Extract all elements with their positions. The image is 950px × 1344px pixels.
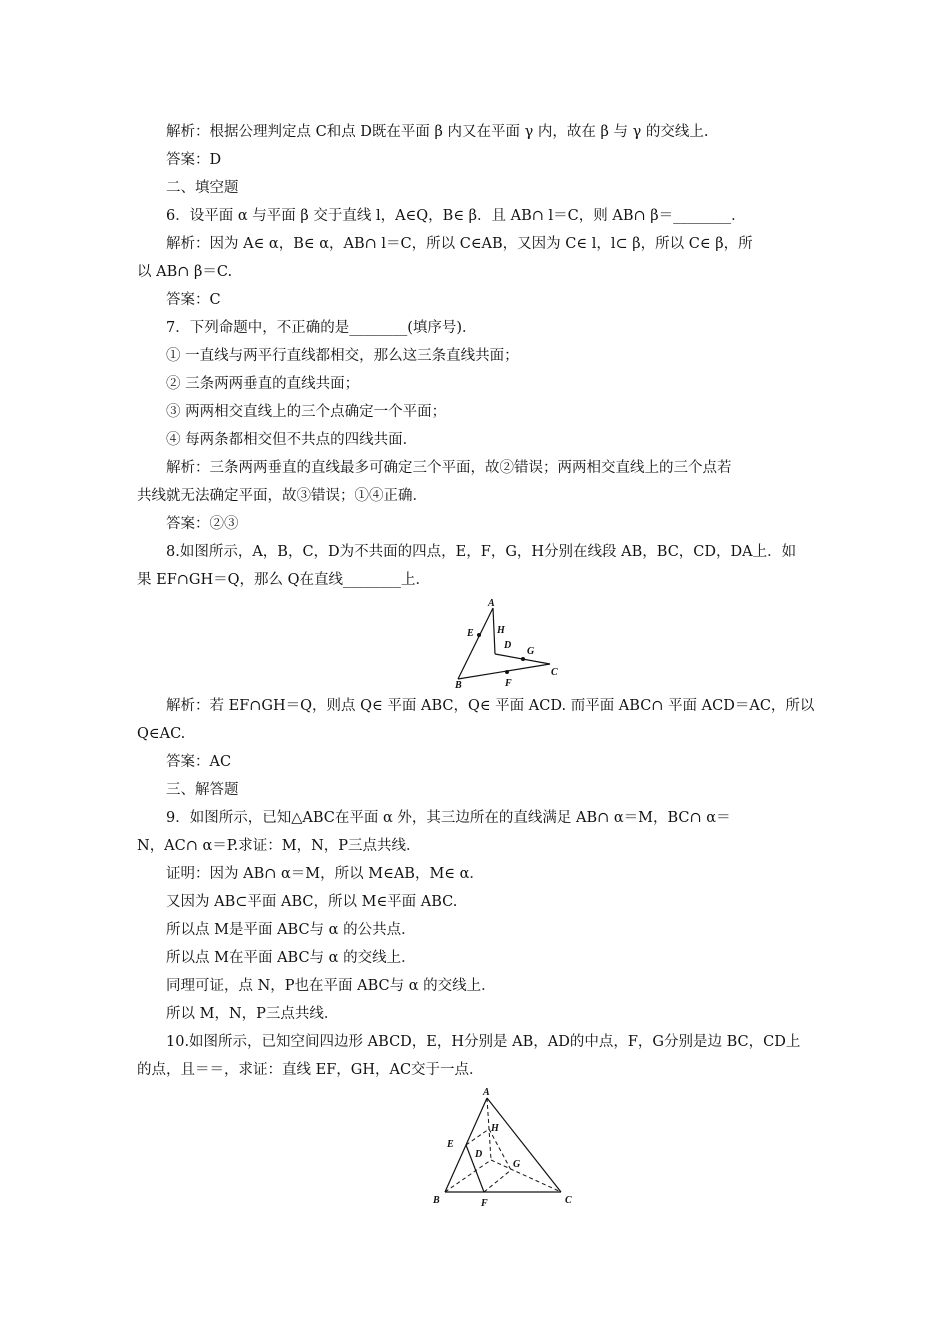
proof-9-line1: 证明：因为 AB∩ α＝M，所以 M∈AB，M∈ α． <box>166 866 484 882</box>
edge-AD <box>493 608 495 654</box>
label-B: B <box>455 680 462 688</box>
option-1: ① 一直线与两平行直线都相交，那么这三条直线共面； <box>166 348 519 364</box>
answer-8: 答案：AC <box>166 754 232 770</box>
option-2: ② 三条两两垂直的直线共面； <box>166 376 360 392</box>
option-3: ③ 两两相交直线上的三个点确定一个平面； <box>166 404 447 420</box>
question-10-line1: 10.如图所示，已知空间四边形 ABCD，E，H分别是 AB，AD的中点，F，G分别是边 BC，CD上 <box>166 1034 801 1050</box>
proof-9-line4: 所以点 M在平面 ABC与 α 的交线上． <box>166 950 416 966</box>
label-A: A <box>488 598 495 609</box>
label-D: D <box>475 1149 483 1160</box>
label-C: C <box>565 1195 572 1206</box>
edge-AB <box>458 608 493 679</box>
label-G: G <box>527 646 535 657</box>
figure-q10-tetrahedron <box>425 1086 580 1210</box>
proof-9-line3: 所以点 M是平面 ABC与 α 的公共点． <box>166 922 416 938</box>
solution-6-line1: 解析：因为 A∈ α，B∈ α，AB∩ l＝C，所以 C∈AB，又因为 C∈ l，l⊂ β，所以 C∈ β，所 <box>166 236 753 252</box>
solution-5: 解析：根据公理判定点 C和点 D既在平面 β 内又在平面 γ 内，故在 β 与 γ 的交线上. <box>166 124 709 140</box>
solution-8-line2: Q∈AC. <box>137 726 186 742</box>
label-C: C <box>551 667 558 678</box>
edge-DC-hidden <box>491 1160 561 1192</box>
question-9-line2: N，AC∩ α＝P.求证：M，N，P三点共线． <box>137 838 421 854</box>
question-9-line1: 9．如图所示，已知△ABC在平面 α 外，其三边所在的直线满足 AB∩ α＝M，BC∩ α＝ <box>166 810 731 826</box>
question-7: 7．下列命题中，不正确的是________(填序号)． <box>166 320 477 336</box>
answer-5: 答案：D <box>166 152 222 168</box>
label-E: E <box>447 1139 454 1150</box>
proof-9-line6: 所以 M，N，P三点共线． <box>166 1006 339 1022</box>
proof-9-line5: 同理可证，点 N，P也在平面 ABC与 α 的交线上． <box>166 978 496 994</box>
label-B: B <box>433 1195 440 1206</box>
point-F-dot <box>505 670 509 674</box>
label-A: A <box>483 1087 490 1098</box>
option-4: ④ 每两条都相交但不共点的四线共面． <box>166 432 418 448</box>
point-E-dot <box>477 633 481 637</box>
label-H: H <box>497 625 505 636</box>
section-heading-fill-in: 二、填空题 <box>166 180 239 196</box>
question-10-line2: 的点，且＝＝，求证：直线 EF，GH，AC交于一点． <box>137 1062 484 1078</box>
label-D: D <box>504 640 512 651</box>
question-8-line1: 8.如图所示，A，B，C，D为不共面的四点，E，F，G，H分别在线段 AB，BC，CD，DA上．如 <box>166 544 797 560</box>
label-H: H <box>491 1123 499 1134</box>
solution-7-line1: 解析：三条两两垂直的直线最多可确定三个平面，故②错误；两两相交直线上的三个点若 <box>166 460 732 476</box>
edge-AC <box>487 1098 561 1192</box>
point-G-dot <box>521 657 525 661</box>
label-F: F <box>505 678 512 688</box>
solution-6-line2: 以 AB∩ β＝C. <box>137 264 233 280</box>
question-8-line2: 果 EF∩GH＝Q，那么 Q在直线________上． <box>137 572 431 588</box>
answer-6: 答案：C <box>166 292 221 308</box>
section-heading-solve: 三、解答题 <box>166 782 239 798</box>
question-6: 6．设平面 α 与平面 β 交于直线 l，A∈Q，B∈ β．且 AB∩ l＝C，则 AB∩ β＝________． <box>166 208 746 224</box>
label-E: E <box>467 628 474 639</box>
figure-q8-tetrahedron <box>455 596 575 688</box>
label-F: F <box>481 1198 488 1209</box>
segment-FG-hidden <box>484 1170 511 1192</box>
proof-9-line2: 又因为 AB⊂平面 ABC，所以 M∈平面 ABC. <box>166 894 458 910</box>
solution-8-line1: 解析：若 EF∩GH＝Q，则点 Q∈ 平面 ABC，Q∈ 平面 ACD. 而平面 ABC∩ 平面 ACD＝AC，所以 <box>166 698 815 714</box>
solution-7-line2: 共线就无法确定平面，故③错误；①④正确． <box>137 488 427 504</box>
answer-7: 答案：②③ <box>166 516 239 532</box>
label-G: G <box>513 1159 521 1170</box>
edge-BC <box>458 664 550 679</box>
